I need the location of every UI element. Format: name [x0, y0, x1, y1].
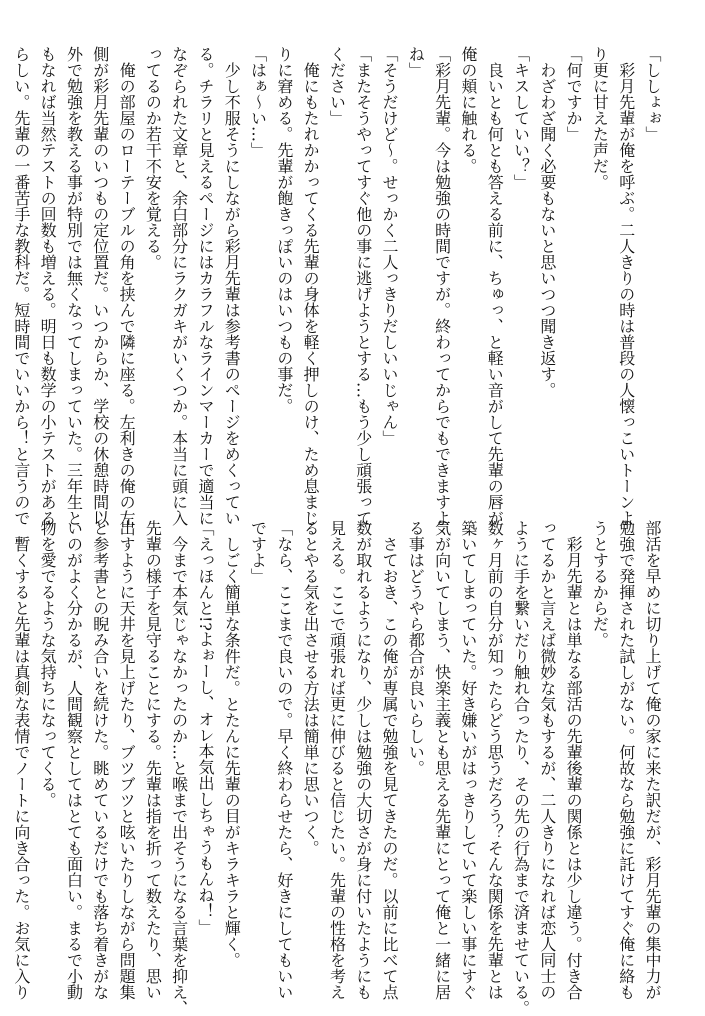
text-block-bottom: [11, 520, 665, 1016]
text-line: 気が向いてしまう、快楽主義とも思える先輩にとって俺と一緒に居: [432, 520, 452, 1000]
text-line: 物を愛でるような気持ちになってくる。: [38, 520, 58, 808]
text-line: 側が彩月先輩のいつもの定位置だ。いつからか、学校の休憩時間以: [90, 46, 110, 526]
text-line: いのがよく分かるが、人間観察としてはとても面白い。まるで小動: [64, 520, 84, 1000]
text-line: 「彩月先輩。今は勉強の時間ですが。終わってからでもできますよ: [432, 46, 452, 526]
text-line: 「はぁ〜い…」: [248, 46, 268, 158]
text-line: 数が取れるようになり、少しは勉強の大切さが身に付いたようにも: [353, 520, 373, 1000]
text-line: ね」: [406, 46, 426, 78]
text-line: 先輩の様子を見守ることにする。先輩は指を折って数えたり、思い: [143, 520, 163, 1000]
text-line: 部活を早めに切り上げて俺の家に来た訳だが、彩月先輩の集中力が: [643, 520, 662, 1000]
text-line: 彩月先輩とは単なる部活の先輩後輩の関係とは少し違う。付き合: [564, 520, 584, 1000]
text-line: 「何ですか」: [564, 46, 584, 142]
text-line: 築いてしまっていた。好き嫌いがはっきりしていて楽しい事にすぐ: [458, 520, 478, 1000]
text-line: りに窘める。先輩が飽きっぽいのはいつもの事だ。: [274, 46, 294, 414]
text-line: 「そうだけど〜。せっかく二人っきりだしいいじゃん」: [380, 46, 400, 446]
text-line: り更に甘えた声だ。: [590, 46, 610, 190]
text-line: 勉強で発揮された試しがない。何故なら勉強に託けてすぐ俺に絡も: [616, 520, 636, 1000]
text-line: 「キスしていい？」: [511, 46, 531, 190]
text-line: 出すように天井を見上げたり、ブツブツと呟いたりしながら問題集: [117, 520, 137, 1000]
text-line: うとするからだ。: [590, 520, 610, 648]
text-line: ってるかと言えば微妙な気もするが、二人きりになれば恋人同士の: [537, 520, 557, 1000]
text-line: るとやる気を出させる方法は簡単に思いつく。: [301, 520, 321, 856]
text-line: しごく簡単な条件だ。とたんに先輩の目がキラキラと輝く。: [222, 520, 242, 968]
text-line: なぞられた文章と、余白部分にラクガキがいくつか。本当に頭に入: [169, 46, 189, 526]
text-line: ですよ」: [248, 520, 268, 584]
text-line: 「ししょぉ」: [643, 46, 662, 142]
text-line: ように手を繋いだり触れ合ったり、その先の行為まで済ませている。: [511, 520, 531, 1016]
text-line: もなれば当然テストの回数も増える。明日も数学の小テストがある: [38, 46, 58, 526]
text-block-top: [11, 46, 665, 526]
text-line: わざわざ聞く必要もないと思いつつ聞き返す。: [537, 46, 557, 398]
text-line: る事はどうやら都合が良いらしい。: [406, 520, 426, 776]
text-line: 暫くすると先輩は真剣な表情でノートに向き合った。お気に入り: [11, 520, 31, 1000]
text-line: ください」: [327, 46, 347, 126]
text-line: と参考書との睨み合いを続けた。眺めているだけでも落ち着きがな: [90, 520, 110, 1000]
text-line: ってるのか若干不安を覚える。: [143, 46, 163, 270]
text-line: 「なら、ここまで良いので。早く終わらせたら、好きにしてもいい: [274, 520, 294, 1000]
text-line: る。チラリと見えるページにはカラフルなラインマーカーで適当に: [195, 46, 215, 526]
text-line: 俺の頬に触れる。: [458, 46, 478, 174]
text-line: らしい。先輩の一番苦手な教科だ。短時間でいいから！と言うので: [11, 46, 31, 526]
text-line: 外で勉強を教える事が特別では無くなってしまっていた。三年生と: [64, 46, 84, 526]
text-line: 彩月先輩が俺を呼ぶ。二人きりの時は普段の人懐っこいトーンよ: [616, 46, 636, 526]
text-line: 良いとも何とも答える前に、ちゅっ、と軽い音がして先輩の唇が: [485, 46, 505, 526]
text-line: 見える。ここで頑張れば更に伸びると信じたい。先輩の性格を考え: [327, 520, 347, 1000]
text-line: 「またそうやってすぐ他の事に逃げようとする…もう少し頑張って: [353, 46, 373, 526]
text-line: 俺の部屋のローテーブルの角を挟んで隣に座る。左利きの俺の左: [117, 46, 137, 526]
text-line: さておき、この俺が専属で勉強を見てきたのだ。以前に比べて点: [380, 520, 400, 1000]
text-line: 俺にもたれかかってくる先輩の身体を軽く押しのけ、ため息まじ: [301, 46, 321, 526]
text-line: 「えっほんと!?よぉーし、オレ本気出しちゃうもんね！」: [195, 520, 215, 936]
text-line: 今まで本気じゃなかったのか…と喉まで出そうになる言葉を抑え、: [169, 520, 189, 1016]
text-line: 少し不服そうにしながら彩月先輩は参考書のページをめくってい: [222, 46, 242, 526]
text-line: 数ヶ月前の自分が知ったらどう思うだろう？そんな関係を先輩とは: [485, 520, 505, 1000]
